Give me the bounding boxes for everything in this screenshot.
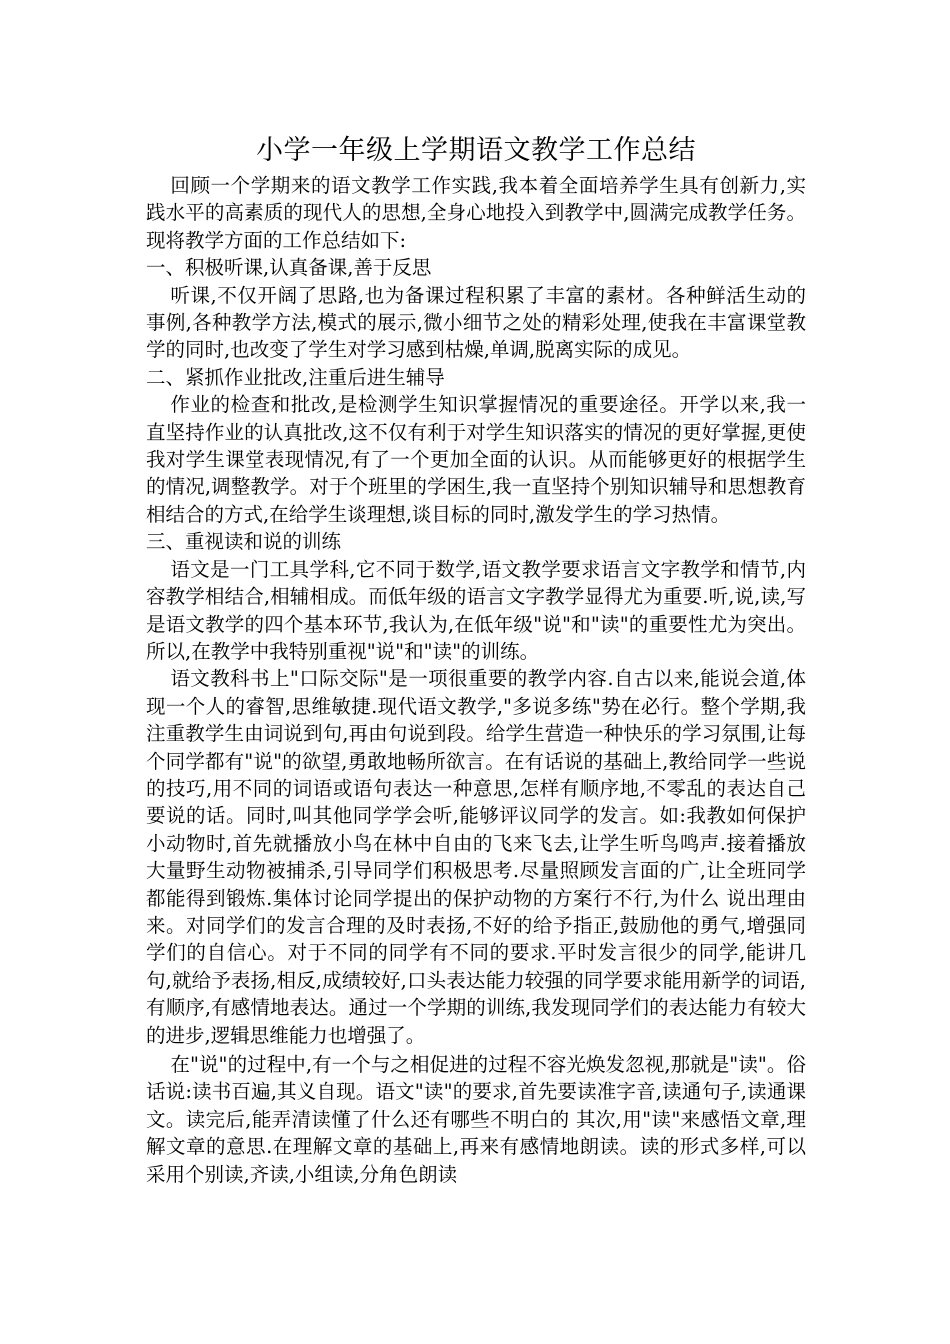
document-body <box>146 132 806 1188</box>
section-3-paragraph-2: 语文教科书上"口际交际"是一项很重要的教学内容.自古以来,能说会道,体现一个人的睿智,思维敏捷.现代语文教学,"多说多练"势在必行。整个学期,我注重教学生由词说到句,再由句说到段。给学生营造一种快乐的学习氛围,让每个同学都有"说"的欲望,勇敢地畅所欲言。在有话说的基础上,教给同学一些说的技巧,用不同的词语或语句表达一种意思,怎样有顺序地,不零乱的表达自己要说的话。同时,叫其他同学学会听,能够评议同学的发言。如:我教如何保护小动物时,首先就播放小鸟在林中自由的飞来飞去,让学生听鸟鸣声.接着播放大量野生动物被捕杀,引导同学们积极思考.尽量照顾发言面的广,让全班同学都能得到锻炼.集体讨论同学提出的保护动物的方案行不行,为什么 说出理由来。对同学们的发言合理的及时表扬,不好的给予指正,鼓励他的勇气,增强同学们的自信心。对于不同的同学有不同的要求.平时发言很少的同学,能讲几句,就给予表扬,相反,成绩较好,口头表达能力较强的同学要求能用新学的词语,有顺序,有感情地表达。通过一个学期的训练,我发现同学们的表达能力有较大的进步,逻辑思维能力也增强了。 <box>146 667 806 1047</box>
section-2-paragraph: 作业的检查和批改,是检测学生知识掌握情况的重要途径。开学以来,我一直坚持作业的认真批改,这不仅有利于对学生知识落实的情况的更好掌握,更使我对学生课堂表现情况,有了一个更加全面的认识。从而能够更好的根据学生的情况,调整教学。对于个班里的学困生,我一直坚持个别知识辅导和思想教育相结合的方式,在给学生谈理想,谈目标的同时,激发学生的学习热情。 <box>146 393 806 526</box>
section-3-paragraph-3: 在"说"的过程中,有一个与之相促进的过程不容光焕发忽视,那就是"读"。俗话说:读书百遍,其义自现。语文"读"的要求,首先要读准字音,读通句子,读通课文。读完后,能弄清读懂了什么还有哪些不明白的 其次,用"读"来感悟文章,理解文章的意思.在理解文章的基础上,再来有感情地朗读。读的形式多样,可以采用个别读,齐读,小组读,分角色朗读 <box>146 1053 806 1186</box>
section-heading-3: 三、重视读和说的训练 <box>146 530 342 554</box>
section-1-paragraph: 听课,不仅开阔了思路,也为备课过程积累了丰富的素材。各种鲜活生动的事例,各种教学方法,模式的展示,微小细节之处的精彩处理,使我在丰富课堂教学的同时,也改变了学生对学习感到枯燥,单调,脱离实际的成见。 <box>146 283 806 362</box>
intro-paragraph: 回顾一个学期来的语文教学工作实践,我本着全面培养学生具有创新力,实践水平的高素质的现代人的思想,全身心地投入到教学中,圆满完成教学任务。现将教学方面的工作总结如下: <box>146 174 806 252</box>
section-3-paragraph-1: 语文是一门工具学科,它不同于数学,语文教学要求语言文字教学和情节,内容教学相结合,相辅相成。而低年级的语言文字教学显得尤为重要.听,说,读,写是语文教学的四个基本环节,我认为,在低年级"说"和"读"的重要性尤为突出。所以,在教学中我特别重视"说"和"读"的训练。 <box>146 557 806 663</box>
section-heading-1: 一、积极听课,认真备课,善于反思 <box>146 256 432 280</box>
document-title: 小学一年级上学期语文教学工作总结 <box>256 135 696 166</box>
section-heading-2: 二、紧抓作业批改,注重后进生辅导 <box>146 365 445 389</box>
